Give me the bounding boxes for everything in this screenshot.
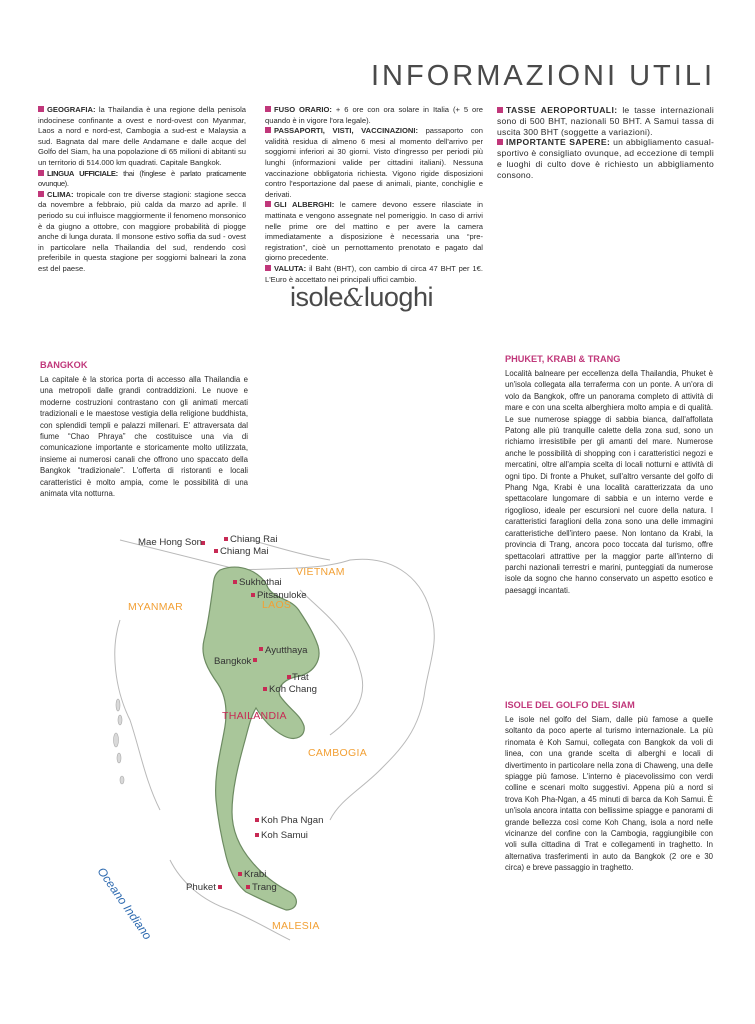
andaman-islands <box>114 699 125 784</box>
info-fuso: FUSO ORARIO: + 6 ore con ora solare in Italia (+ 5 ore quando è in vigore l'ora legale). <box>265 105 484 125</box>
phuket-heading: PHUKET, KRABI & TRANG <box>505 354 621 364</box>
country-myanmar: MYANMAR <box>128 601 183 613</box>
city-koh-samui: Koh Samui <box>261 830 308 841</box>
info-valuta: VALUTA: il Baht (BHT), con cambio di circa 47 BHT per 1€. L'Euro è accettato nei principali uffici cambio. <box>265 263 483 284</box>
bullet-square-icon <box>265 127 271 133</box>
info-passaporti: PASSAPORTI, VISTI, VACCINAZIONI: passaporto con validità residua di almeno 6 mesi al momento dell'arrivo per soggiorni inferiori ai 30 giorni. Visto d'ingresso per periodi più lunghi (informazioni valide per cittadini italiani). Nessuna vaccinazione obbligatoria richiesta. Vigono rigide disposizioni contro l'esportazione dal paese di animali, piante, conchiglie e derivati. <box>265 126 483 199</box>
bullet-square-icon <box>265 106 271 112</box>
info-sapere: IMPORTANTE SAPERE: un abbigliamento casual-sportivo è consigliato ovunque, ad eccezione di templi e luoghi di culto dove è richiesto un abbigliamento consono. <box>497 137 715 180</box>
phuket-text: Località balneare per eccellenza della Thailandia, Phuket è un'isola collegata alla terraferma con un ponte. A un'ora di volo da Bangkok, offre un panorama completo di attività di mare e con una scelta alberghiera molto ampia e di qualità. Le sue numerose spiagge di sabbia bianca, dall'affollata Patong alle più tranquille calette della zona sud, sono un richiamo irresistibile per gli amanti del mare. Numerose anche le possibilità di shopping con i caratteristici negozi e mercatini, oltre all'ampia scelta di locali notturni e attività di ogni tipo. Di fronte a Phuket, sull'altro versante del golfo di Phang Nga, Krabi è una località caratterizzata da uno spettacolare lungomare di sabbia e un interno verde e rigoglioso, ideale per escursioni nel cuore della natura. I caratteristici faraglioni della zona sono una delle immagini caratteristiche dell'intero paese. Non lontano da Krabi, la provincia di Trang, ancora poco toccata dal turismo, offre spettacolari attrattive per la maggior parte all'interno di parchi nazionali terrestri e marini, punteggiati da numerose isole da sogno che hanno conservato un aspetto esotico e paesaggi incantati. <box>505 369 713 595</box>
bullet-square-icon <box>497 107 503 113</box>
bullet-square-icon <box>265 265 271 271</box>
info-clima: CLIMA: tropicale con tre diverse stagioni: stagione secca da novembre a febbraio, più calda da marzo ad aprile. Il periodo su cui influisce maggiormente il fenomeno monsonico è da giugno a ottobre, con maggiore probabilità di piogge anche di lunga durata. Il monsone estivo soffia da sud - ovest in particolare nella Thailandia del sud, rendendo così preferibile in questa stagione per soggiorni balneari la zona est del paese. <box>38 189 246 273</box>
city-pitsanuloke: Pitsanuloke <box>257 590 307 601</box>
info-alberghi: GLI ALBERGHI: le camere devono essere rilasciate in mattinata e vengono assegnate nel pomeriggio. In caso di arrivi nelle prime ore del mattino e per avere la camera immediatamente a disposizione è necessaria una “pre-registration”, cioè un pernottamento prenotato e pagato dal giorno precedente. <box>265 200 483 263</box>
city-koh-chang: Koh Chang <box>269 684 318 695</box>
city-mae-hong-son: Mae Hong Son <box>138 537 202 548</box>
city-chiang-mai: Chiang Mai <box>220 546 269 557</box>
country-cambogia: CAMBOGIA <box>308 747 367 759</box>
city-trat: Trat <box>292 672 309 683</box>
bullet-square-icon <box>497 139 503 145</box>
bullet-square-icon <box>38 191 44 197</box>
info-lingua: LINGUA UFFICIALE: thai (l'inglese è parlato praticamente ovunque). <box>38 168 247 189</box>
country-vietnam: VIETNAM <box>296 566 345 578</box>
page-title: INFORMAZIONI UTILI <box>371 60 715 92</box>
bullet-square-icon <box>265 201 271 207</box>
city-koh-pha-ngan: Koh Pha Ngan <box>261 815 324 826</box>
bullet-square-icon <box>38 170 44 176</box>
info-tasse: TASSE AEROPORTUALI: le tasse internazionali sono di 500 BHT, nazionali 50 BHT. A Samui tassa di uscita 300 BHT (soggette a variazioni). <box>497 105 714 137</box>
city-ayutthaya: Ayutthaya <box>265 645 308 656</box>
info-column-3 <box>497 105 714 181</box>
thailand-map <box>0 500 500 1020</box>
isole-luoghi-logo: isole&luoghi <box>290 282 433 312</box>
info-geografia: GEOGRAFIA: la Thailandia è una regione della penisola indocinese confinante a ovest e nord-ovest con Myanmar, Laos a nord e nord-est, Cambogia a sud-est e Malaysia a sud. Bagnata dal mare delle Andamane e dalle acque del Golfo del Siam, ha una popolazione di 65 milioni di abitanti su un territorio di 514.000 km quadrati. Capitale Bangkok. <box>38 105 246 167</box>
city-sukhothai: Sukhothai <box>239 577 282 588</box>
city-phuket: Phuket <box>186 882 216 893</box>
city-bangkok: Bangkok <box>214 656 252 667</box>
bangkok-text: La capitale è la storica porta di accesso alla Thailandia e una metropoli dalle grandi contraddizioni. Le nuove e moderne costruzioni contrastano con gli animati mercati tradizionali e le maestose vestigia della religione buddhista, con splendidi templi e palazzi millenari. E' attraversata dal fiume “Chao Phraya” che costituisce una via di comunicazione importante e storicamente molto utilizzata, insieme ai numerosi canali che offrono uno spaccato della Bangkok “tradizionale”. L'offerta di ristoranti e locali caratteristici è molto ampia, come le possibilità di una animata vita notturna. <box>40 375 248 499</box>
thailand-land-shape <box>203 567 319 910</box>
city-chiang-rai: Chiang Rai <box>230 534 278 545</box>
info-column-2 <box>265 105 483 285</box>
info-column-1 <box>38 105 246 275</box>
city-trang: Trang <box>252 882 277 893</box>
country-malesia: MALESIA <box>272 920 320 932</box>
siam-text: Le isole nel golfo del Siam, dalle più famose a quelle soltanto da poco aperte al turismo internazionale. La più rinomata è Koh Samui, collegata con Bangkok da voli di linea, con una grande scelta di alberghi e locali di divertimento in particolare nella zona di Chaweng, una delle spiagge più famose. L'interno è piacevolissimo con verdi colline e scenari molto suggestivi. Appena più a nord si trova Koh Pha-Ngan, a 45 minuti di barca da Koh Samui. È un'isola ancora intatta con bellissime spiagge e panorami di grande bellezza così come Koh Chang, isola a nord nelle vicinanze del confine con la Cambogia, raggiungibile con voli sulla cittadina di Trat e collegamenti in traghetto. In alternativa trasferimenti in auto da Bangkok (2 ore e 30 circa) e breve passaggio in traghetto. <box>505 715 713 873</box>
country-laos: LAOS <box>262 599 292 611</box>
bangkok-heading: BANGKOK <box>40 360 88 370</box>
bullet-square-icon <box>38 106 44 112</box>
country-thailandia: THAILANDIA <box>222 710 287 722</box>
siam-heading: ISOLE DEL GOLFO DEL SIAM <box>505 700 635 710</box>
city-krabi: Krabi <box>244 869 267 880</box>
ocean-label: Oceano Indiano <box>94 864 155 943</box>
